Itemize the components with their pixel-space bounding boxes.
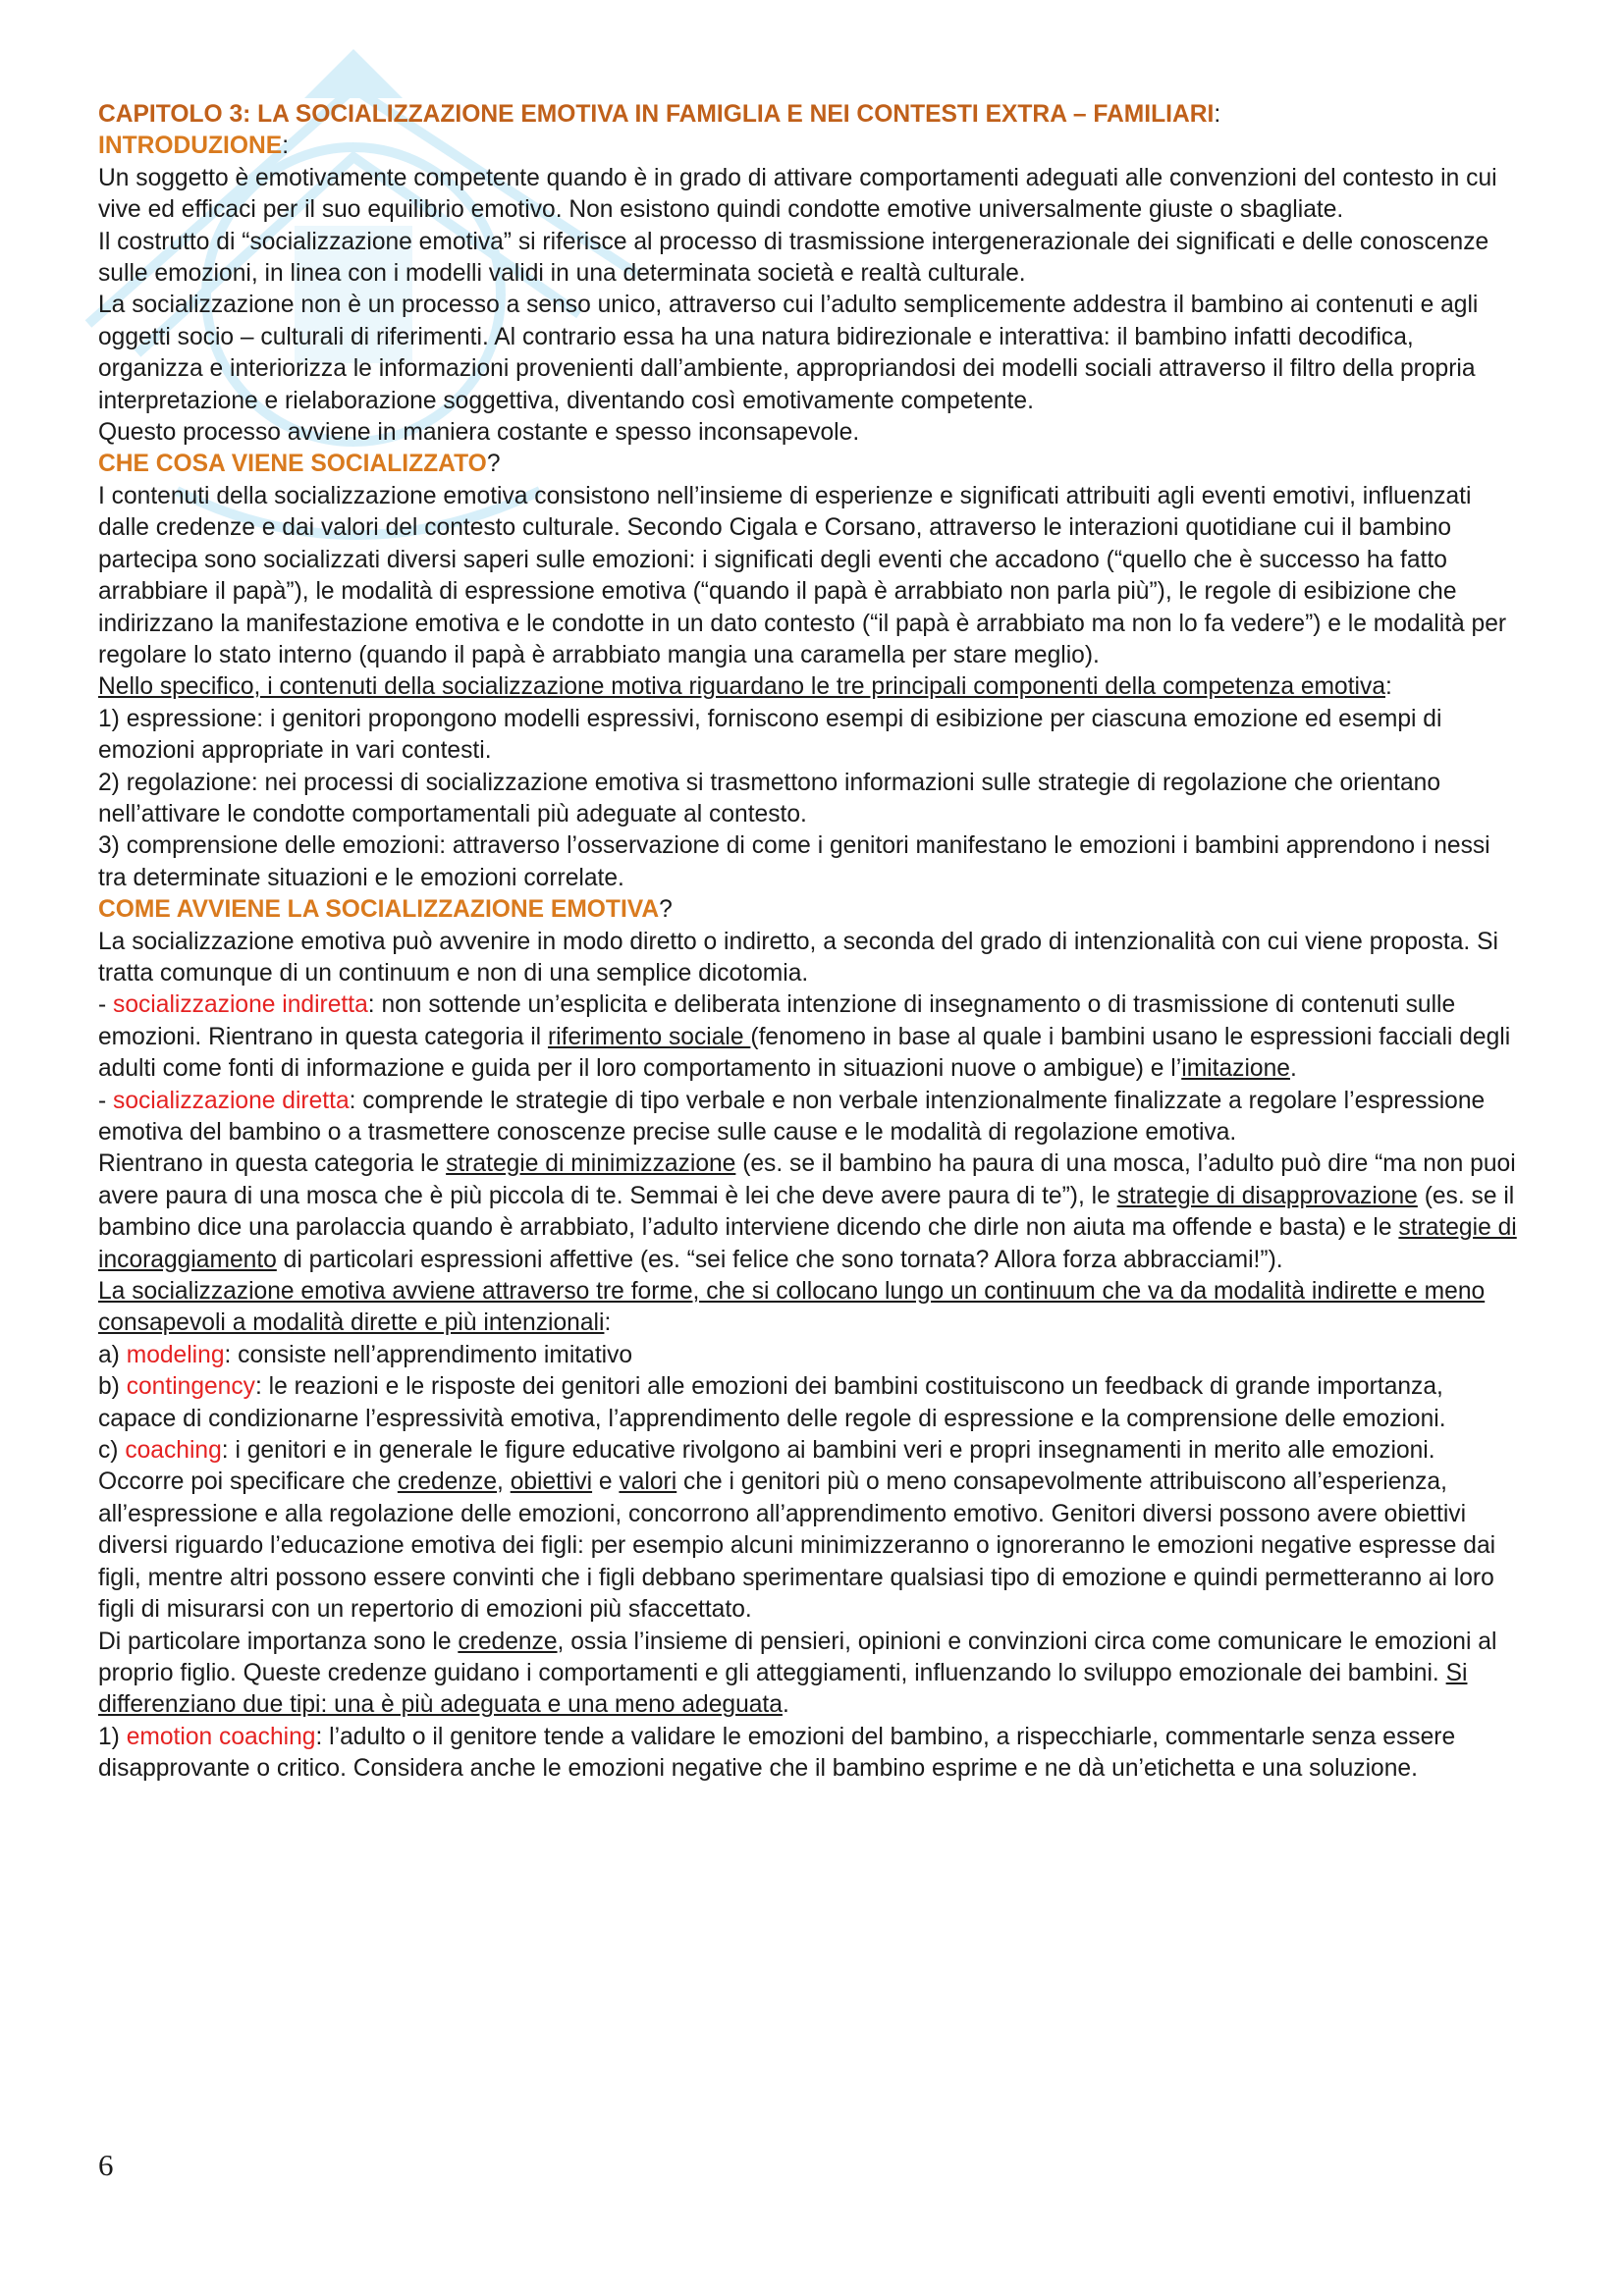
paragraph: Rientrano in questa categoria le strategie di minimizzazione (es. se il bambino ha paura di una mosca, l’adulto può dire “ma non puoi avere paura di una mosca che è più piccola di te. Semmai è lei che deve avere paura di te”), le strategie di disapprovazione (es. se il bambino dice una parolaccia quando è arrabbiato, l’adulto interviene dicendo che dirle non aiuta ma offende e basta) e le strategie di incoraggiamento di particolari espressioni affettive (es. “sei felice che sono tornata? Allora forza abbracciami!”). [98, 1150, 1517, 1273]
section-heading-cosa: CHE COSA VIENE SOCIALIZZATO? [98, 451, 501, 478]
list-item: - socializzazione diretta: comprende le strategie di tipo verbale e non verbale intenzionalmente finalizzate a regolare l’espressione emotiva del bambino o a trasmettere conoscenze precise sulle cause e le modalità di regolazione emotiva. [98, 1087, 1486, 1146]
list-item: a) modeling: consiste nell’apprendimento imitativo [98, 1341, 633, 1368]
paragraph: La socializzazione emotiva avviene attraverso tre forme, che si collocano lungo un continuum che va da modalità indirette e meno consapevoli a modalità dirette e più intenzionali: [98, 1278, 1486, 1337]
list-item: - socializzazione indiretta: non sottende un’esplicita e deliberata intenzione di insegnamento o di trasmissione di contenuti sulle emozioni. Rientrano in questa categoria il riferimento sociale (fenomeno in base al quale i bambini usano le espressioni facciali degli adulti come fonti di informazione e guida per il loro comportamento in situazioni nuove o ambigue) e l’imitazione. [98, 991, 1511, 1083]
paragraph: Nello specifico, i contenuti della socializzazione motiva riguardano le tre principali componenti della competenza emotiva: [98, 673, 1392, 701]
paragraph: La socializzazione emotiva può avvenire in modo diretto o indiretto, a seconda del grado di intenzionalità con cui viene proposta. Si tratta comunque di un continuum e non di una semplice dicotomia. [98, 928, 1498, 987]
chapter-title: CAPITOLO 3: LA SOCIALIZZAZIONE EMOTIVA IN FAMIGLIA E NEI CONTESTI EXTRA – FAMILIARI: [98, 101, 1221, 128]
document-page [98, 99, 1522, 1786]
paragraph: I contenuti della socializzazione emotiva consistono nell’insieme di esperienze e significati attribuiti agli eventi emotivi, influenzati dalle credenze e dai valori del contesto culturale. Secondo Cigala e Corsano, attraverso le interazioni quotidiane cui il bambino partecipa sono socializzati diversi saperi sulle emozioni: i significati degli eventi che accadono (“quello che è successo ha fatto arrabbiare il papà”), le modalità di espressione emotiva (“quando il papà è arrabbiato non parla più”), le regole di esibizione che indirizzano la manifestazione emotiva e le condotte in un dato contesto (“il papà è arrabbiato ma non lo fa vedere”) e le modalità per regolare lo stato interno (quando il papà è arrabbiato mangia una caramella per stare meglio). [98, 482, 1507, 668]
paragraph: Occorre poi specificare che credenze, obiettivi e valori che i genitori più o meno consapevolmente attribuiscono all’esperienza, all’espressione e alla regolazione delle emozioni, concorrono all’apprendimento emotivo. Genitori diversi possono avere obiettivi diversi riguardo l’educazione emotiva dei figli: per esempio alcuni minimizzeranno o ignoreranno le emozioni negative espresse dai figli, mentre altri possono essere convinti che i figli debbano sperimentare qualsiasi tipo di emozione e quindi permetteranno ai loro figli di misurarsi con un repertorio di emozioni più sfaccettato. [98, 1468, 1496, 1624]
page-number: 6 [98, 2148, 114, 2182]
list-item: 1) espressione: i genitori propongono modelli espressivi, forniscono esempi di esibizione per ciascuna emozione ed esempi di emozioni appropriate in vari contesti. [98, 705, 1442, 765]
intro-heading: INTRODUZIONE: [98, 133, 290, 160]
paragraph: Questo processo avviene in maniera costante e spesso inconsapevole. [98, 419, 860, 447]
section-heading-come: COME AVVIENE LA SOCIALIZZAZIONE EMOTIVA? [98, 896, 673, 924]
list-item: b) contingency: le reazioni e le risposte dei genitori alle emozioni dei bambini costituiscono un feedback di grande importanza, capace di condizionarne l’espressività emotiva, l’apprendimento delle regole di espressione e la comprensione delle emozioni. [98, 1373, 1446, 1432]
paragraph: Di particolare importanza sono le credenze, ossia l’insieme di pensieri, opinioni e convinzioni circa come comunicare le emozioni al proprio figlio. Queste credenze guidano i comportamenti e gli atteggiamenti, influenzando lo sviluppo emozionale dei bambini. Si differenziano due tipi: una è più adeguata e una meno adeguata. [98, 1628, 1497, 1719]
list-item: c) coaching: i genitori e in generale le figure educative rivolgono ai bambini veri e propri insegnamenti in merito alle emozioni. [98, 1437, 1435, 1465]
paragraph: La socializzazione non è un processo a senso unico, attraverso cui l’adulto semplicemente addestra il bambino ai contenuti e agli oggetti socio – culturali di riferimenti. Al contrario essa ha una natura bidirezionale e interattiva: il bambino infatti decodifica, organizza e interiorizza le informazioni provenienti dall’ambiente, appropriandosi dei modelli sociali attraverso il filtro della propria interpretazione e rielaborazione soggettiva, diventando così emotivamente competente. [98, 292, 1479, 414]
list-item: 2) regolazione: nei processi di socializzazione emotiva si trasmettono informazioni sulle strategie di regolazione che orientano nell’attivare le condotte comportamentali più adeguate al contesto. [98, 769, 1441, 828]
paragraph: Il costrutto di “socializzazione emotiva” si riferisce al processo di trasmissione intergenerazionale dei significati e delle conoscenze sulle emozioni, in linea con i modelli validi in una determinata società e realtà culturale. [98, 228, 1489, 288]
list-item: 1) emotion coaching: l’adulto o il genitore tende a validare le emozioni del bambino, a rispecchiarle, commentarle senza essere disapprovante o critico. Considera anche le emozioni negative che il bambino esprime e ne dà un’etichetta e una soluzione. [98, 1723, 1456, 1783]
list-item: 3) comprensione delle emozioni: attraverso l’osservazione di come i genitori manifestano le emozioni i bambini apprendono i nessi tra determinate situazioni e le emozioni correlate. [98, 832, 1490, 891]
paragraph: Un soggetto è emotivamente competente quando è in grado di attivare comportamenti adeguati alle convenzioni del contesto in cui vive ed efficaci per il suo equilibrio emotivo. Non esistono quindi condotte emotive universalmente giuste o sbagliate. [98, 164, 1497, 224]
